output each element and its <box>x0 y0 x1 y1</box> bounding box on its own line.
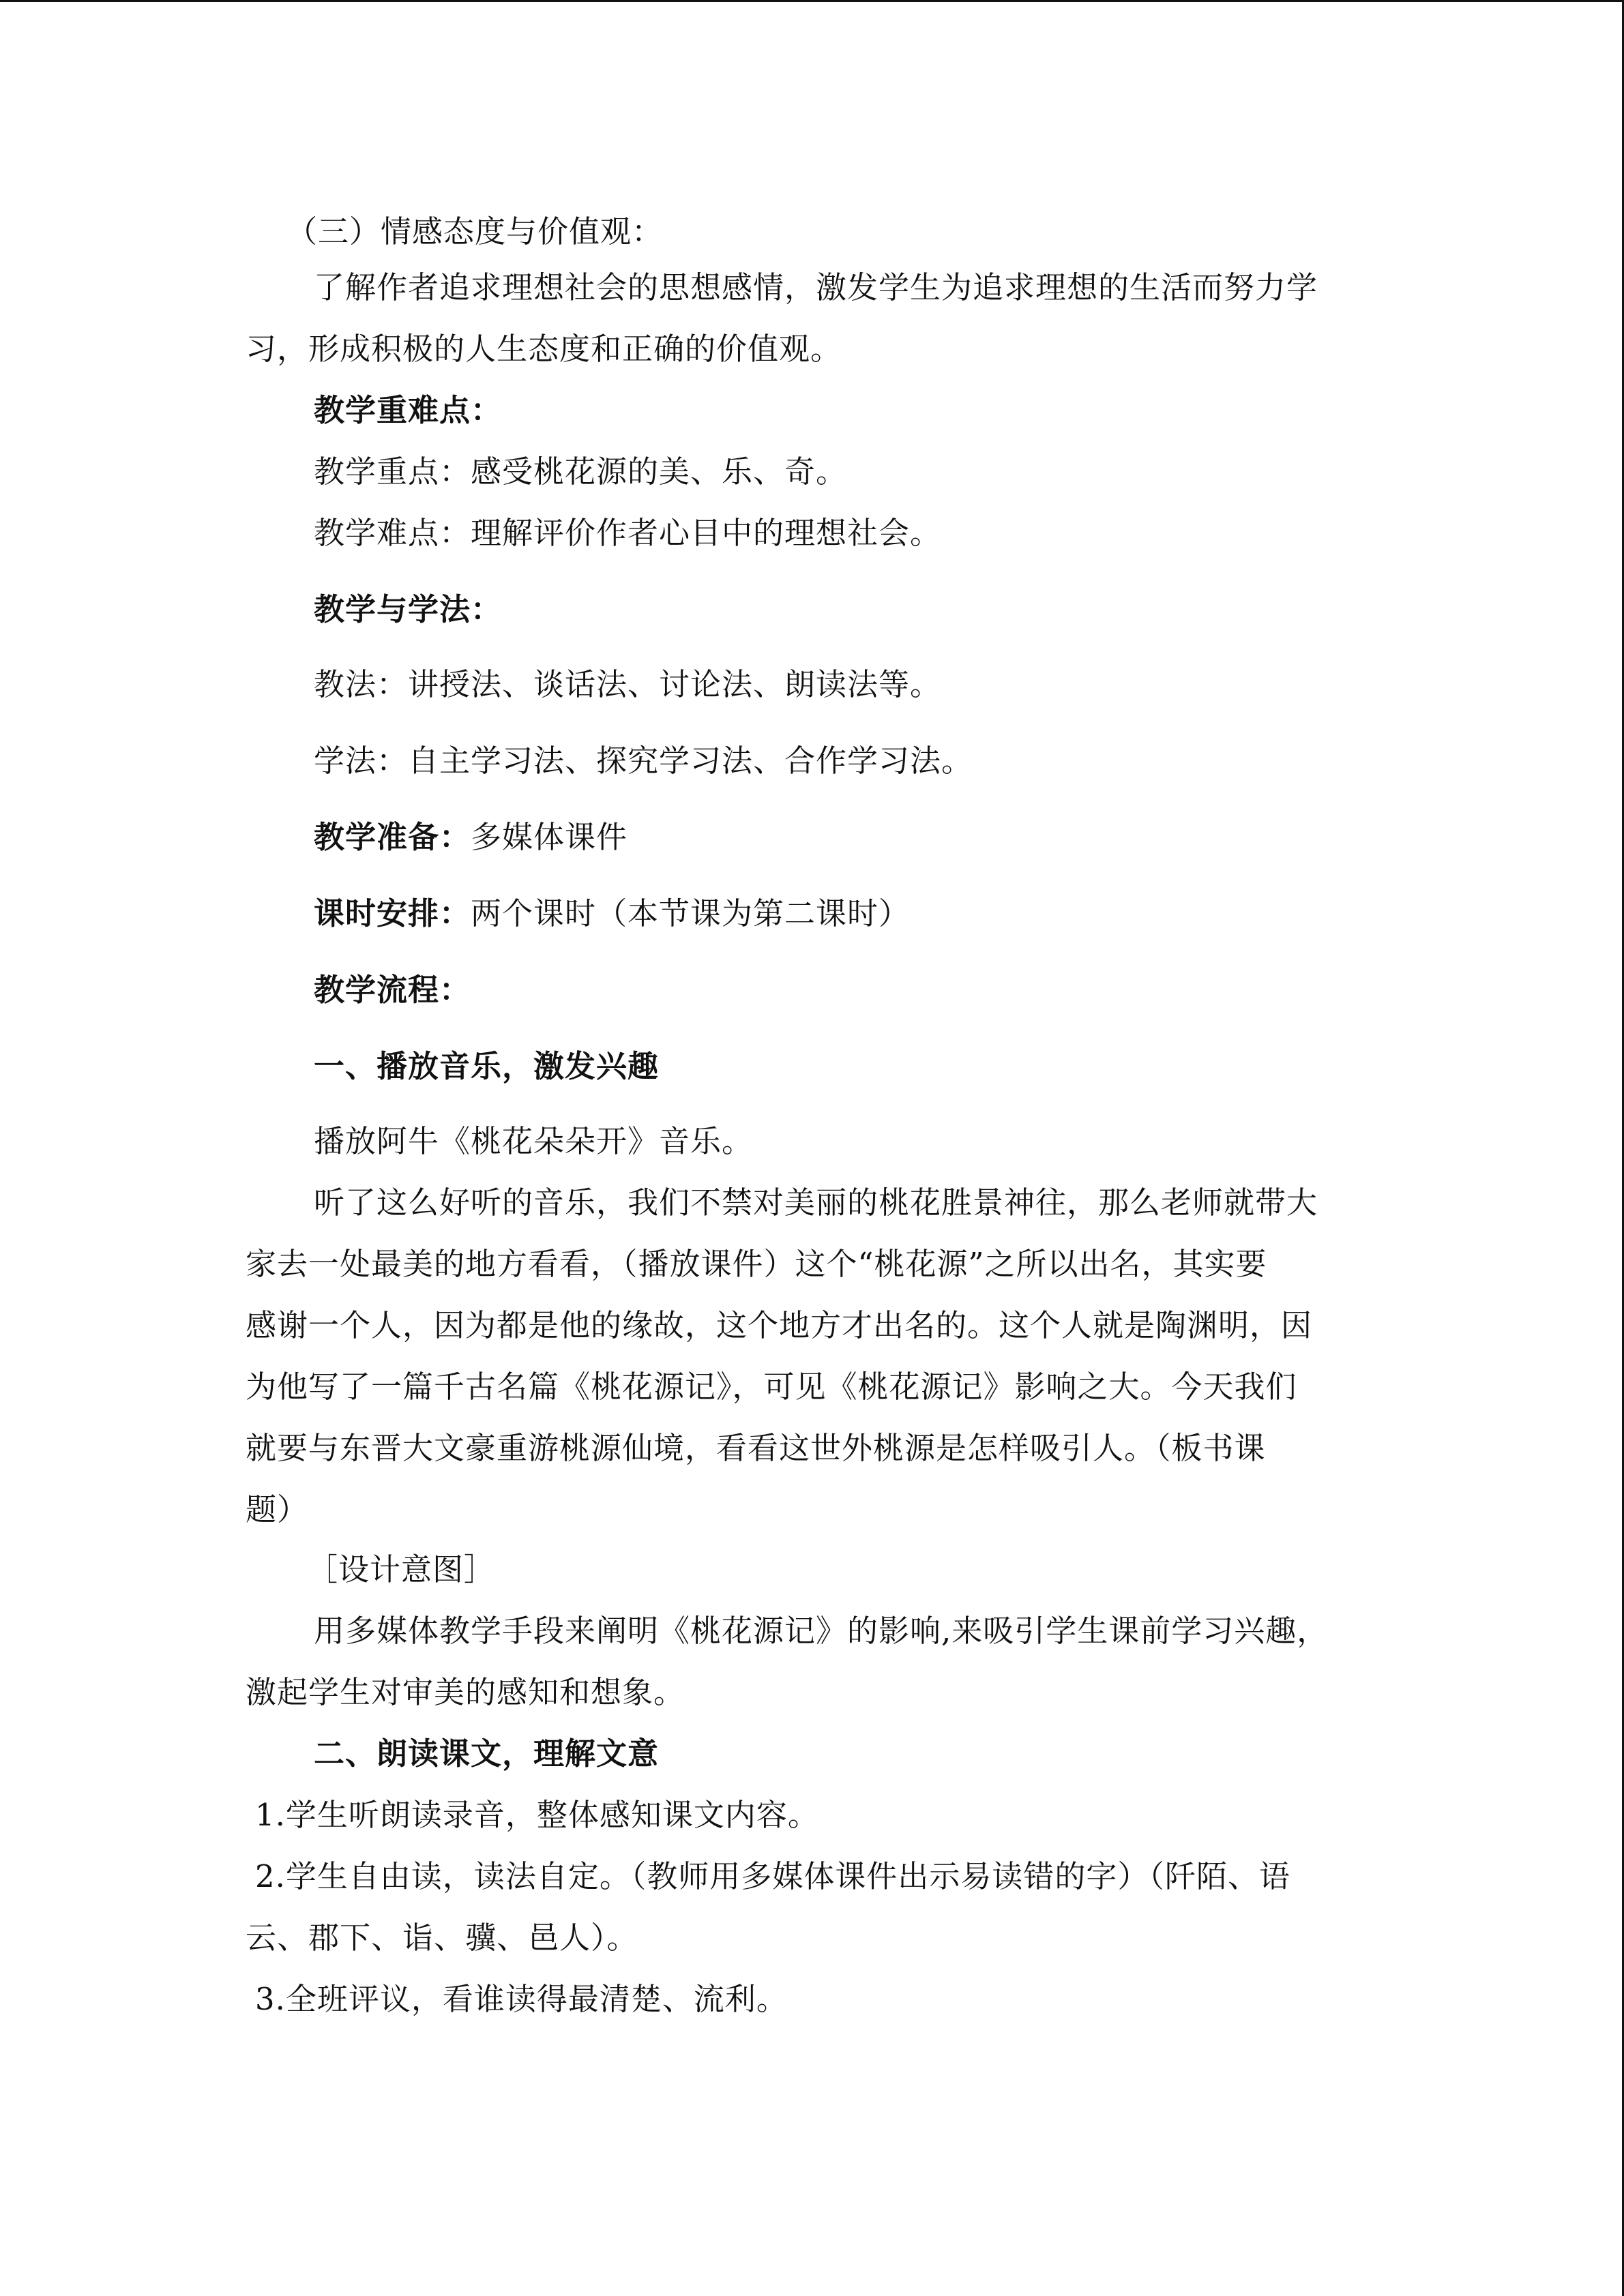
schedule-line <box>314 895 910 933</box>
paragraph-line: 教法：讲授法、谈话法、讨论法、朗读法等。 <box>314 666 942 702</box>
heading-key-difficult-points: 教学重难点： <box>314 392 503 428</box>
paragraph-line: 教学重点：感受桃花源的美、乐、奇。 <box>314 453 848 490</box>
design-intent-label: ［设计意图］ <box>307 1551 496 1587</box>
list-item: 1.学生听朗读录音，整体感知课文内容。 <box>255 1797 819 1833</box>
section-heading-emotion: （三）情感态度与价值观： <box>286 213 664 250</box>
list-item: 2.学生自由读，读法自定。（教师用多媒体课件出示易读错的字）（阡陌、语 <box>255 1858 1290 1894</box>
paragraph-line: 听了这么好听的音乐，我们不禁对美丽的桃花胜景神往，那么老师就带大 <box>314 1184 1318 1221</box>
page-border-top <box>0 0 1624 2</box>
teaching-preparation-text: 多媒体课件 <box>471 819 628 855</box>
list-item: 3.全班评议，看谁读得最清楚、流利。 <box>255 1981 788 2017</box>
paragraph-line: 家去一处最美的地方看看，（播放课件）这个“桃花源”之所以出名，其实要 <box>246 1246 1267 1282</box>
teaching-preparation-label: 教学准备： <box>314 819 471 855</box>
heading-teaching-process: 教学流程： <box>314 972 471 1008</box>
heading-step-two: 二、朗读课文，理解文意 <box>314 1735 660 1772</box>
paragraph-line: 用多媒体教学手段来阐明《桃花源记》的影响,来吸引学生课前学习兴趣， <box>314 1613 1329 1649</box>
paragraph-line: 云、郡下、诣、骥、邑人）。 <box>246 1920 638 1956</box>
schedule-label: 课时安排： <box>314 895 471 931</box>
paragraph-line: 了解作者追求理想社会的思想感情，激发学生为追求理想的生活而努力学 <box>314 269 1318 305</box>
heading-step-one: 一、播放音乐，激发兴趣 <box>314 1048 660 1084</box>
paragraph-line: 习，形成积极的人生态度和正确的价值观。 <box>246 331 842 367</box>
paragraph-line: 题） <box>246 1491 309 1527</box>
paragraph-line: 学法：自主学习法、探究学习法、合作学习法。 <box>314 743 973 779</box>
paragraph-line: 播放阿牛《桃花朵朵开》音乐。 <box>314 1123 754 1159</box>
heading-teaching-methods: 教学与学法： <box>314 591 503 627</box>
paragraph-line: 激起学生对审美的感知和想象。 <box>246 1674 685 1710</box>
schedule-text: 两个课时（本节课为第二课时） <box>471 895 911 931</box>
teaching-preparation-line <box>314 818 628 856</box>
paragraph-line: 就要与东晋大文豪重游桃源仙境，看看这世外桃源是怎样吸引人。（板书课 <box>246 1430 1266 1466</box>
paragraph-line: 感谢一个人，因为都是他的缘故，这个地方才出名的。这个人就是陶渊明，因 <box>246 1307 1313 1343</box>
paragraph-line: 为他写了一篇千古名篇《桃花源记》，可见《桃花源记》影响之大。今天我们 <box>246 1369 1297 1405</box>
paragraph-line: 教学难点：理解评价作者心目中的理想社会。 <box>314 515 942 551</box>
